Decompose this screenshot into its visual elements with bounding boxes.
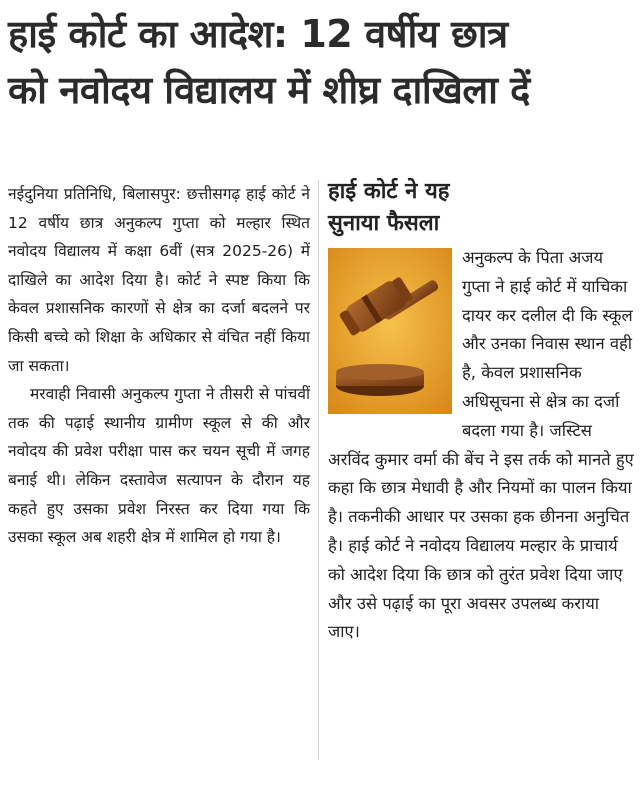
right-column	[328, 176, 636, 647]
column-divider	[318, 180, 319, 760]
dateline: नईदुनिया प्रतिनिधि, बिलासपुर:	[8, 185, 181, 203]
headline-line-1: हाई कोर्ट का आदेश: 12 वर्षीय छात्र	[8, 12, 508, 56]
right-body-text: अनुकल्प के पिता अजय गुप्ता ने हाई कोर्ट में याचिका दायर कर दलील दी कि स्कूल और उनका निवास स्थान वही है, केवल प्रशासनिक अधिसूचना से क्षेत्र का दर्जा बदला गया है। जस्टिस अरविंद कुमार वर्मा की बेंच ने इस तर्क को मानते हुए कहा कि छात्र मेधावी है और नियमों का पालन किया है। तकनीकी आधार पर उसका हक छीनना अनुचित है। हाई कोर्ट ने नवोदय विद्यालय मल्हार के प्राचार्य को आदेश दिया कि छात्र को तुरंत प्रवेश दिया जाए और उसे पढ़ाई का पूरा अवसर उपलब्ध कराया जाए।	[328, 248, 634, 642]
subhead-line-2: सुनाया फैसला	[328, 211, 440, 236]
dateline-paragraph	[8, 180, 310, 380]
gavel-icon	[328, 248, 452, 414]
subhead	[328, 176, 636, 240]
right-body	[328, 244, 636, 647]
paragraph-2: मरवाही निवासी अनुकल्प गुप्ता ने तीसरी से पांचवीं तक की पढ़ाई स्थानीय ग्रामीण स्कूल से की और नवोदय की प्रवेश परीक्षा पास कर चयन सूची में जगह बनाई थी। लेकिन दस्तावेज सत्यापन के दौरान यह कहते हुए उसका प्रवेश निरस्त कर दिया गया कि उसका स्कूल अब शहरी क्षेत्र में शामिल हो गया है।	[8, 385, 310, 547]
subhead-line-1: हाई कोर्ट ने यह	[328, 179, 450, 204]
headline-line-2: को नवोदय विद्यालय में शीघ्र दाखिला दें	[8, 68, 530, 112]
left-column	[8, 180, 310, 552]
headline	[8, 6, 638, 118]
paragraph-1: छत्तीसगढ़ हाई कोर्ट ने 12 वर्षीय छात्र अनुकल्प गुप्ता को मल्हार स्थित नवोदय विद्यालय में कक्षा 6वीं (सत्र 2025-26) में दाखिले का आदेश दिया है। कोर्ट ने स्पष्ट किया कि केवल प्रशासनिक कारणों से क्षेत्र का दर्जा बदलने पर किसी बच्चे को शिक्षा के अधिकार से वंचित नहीं किया जा सकता।	[8, 185, 310, 375]
